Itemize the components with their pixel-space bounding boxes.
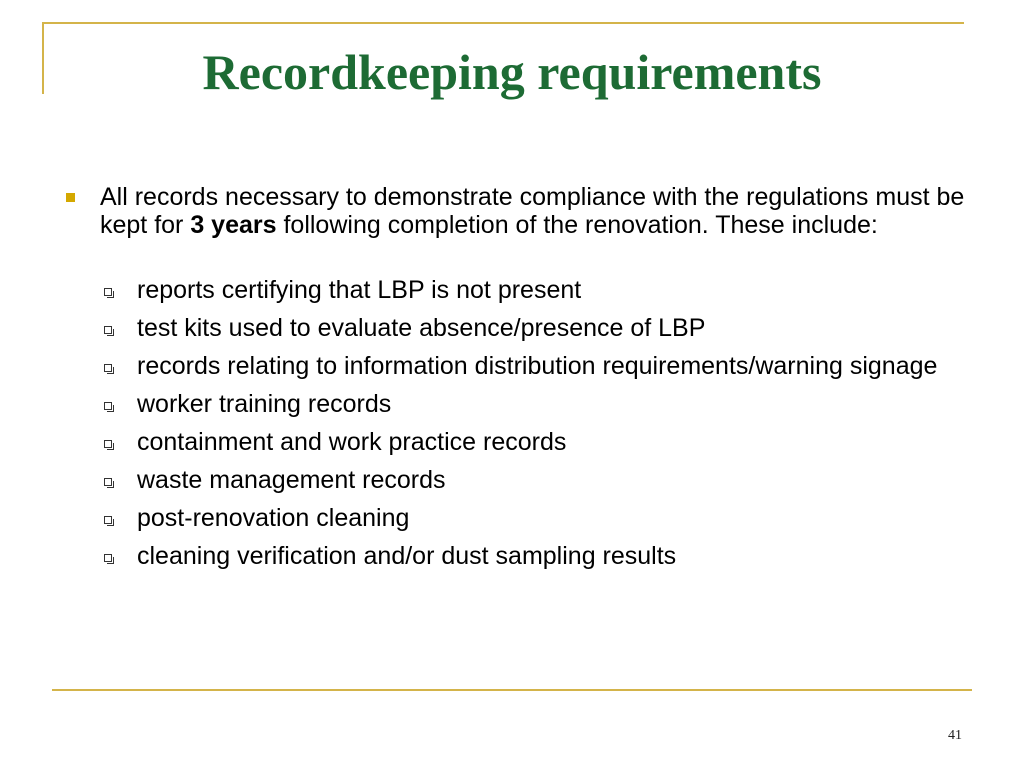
checkbox-bullet-icon (104, 440, 112, 448)
list-item (100, 466, 980, 495)
list-item-text: waste management records (137, 466, 446, 494)
slide-title: Recordkeeping requirements (202, 44, 822, 100)
intro-emphasis: 3 years (190, 211, 277, 239)
checkbox-bullet-icon (104, 326, 112, 334)
list-item (100, 390, 980, 419)
list-item-text: cleaning verification and/or dust sampling results (137, 542, 677, 570)
page-number: 41 (948, 728, 962, 743)
list-item (100, 314, 980, 343)
list-item-text: worker training records (137, 390, 392, 418)
checkbox-bullet-icon (104, 402, 112, 410)
sub-bullet-list (100, 276, 980, 580)
list-item (100, 504, 980, 533)
intro-paragraph (100, 183, 980, 239)
list-item-text: records relating to information distribution requirements/warning signage (137, 352, 938, 380)
list-item (100, 352, 980, 381)
checkbox-bullet-icon (104, 288, 112, 296)
list-item-text: reports certifying that LBP is not present (137, 276, 582, 304)
intro-text-after: following completion of the renovation. These include: (276, 211, 878, 239)
top-frame-rule (42, 22, 964, 24)
list-item-text: test kits used to evaluate absence/presence of LBP (137, 314, 706, 342)
list-item (100, 428, 980, 457)
list-item (100, 542, 980, 571)
square-bullet-icon (66, 193, 75, 202)
checkbox-bullet-icon (104, 364, 112, 372)
checkbox-bullet-icon (104, 478, 112, 486)
list-item (100, 276, 980, 305)
checkbox-bullet-icon (104, 516, 112, 524)
list-item-text: post-renovation cleaning (137, 504, 410, 532)
checkbox-bullet-icon (104, 554, 112, 562)
intro-text-before: All records necessary to demonstrate compliance with the regulations must be kept for (100, 183, 965, 239)
list-item-text: containment and work practice records (137, 428, 567, 456)
bottom-rule (52, 689, 972, 691)
